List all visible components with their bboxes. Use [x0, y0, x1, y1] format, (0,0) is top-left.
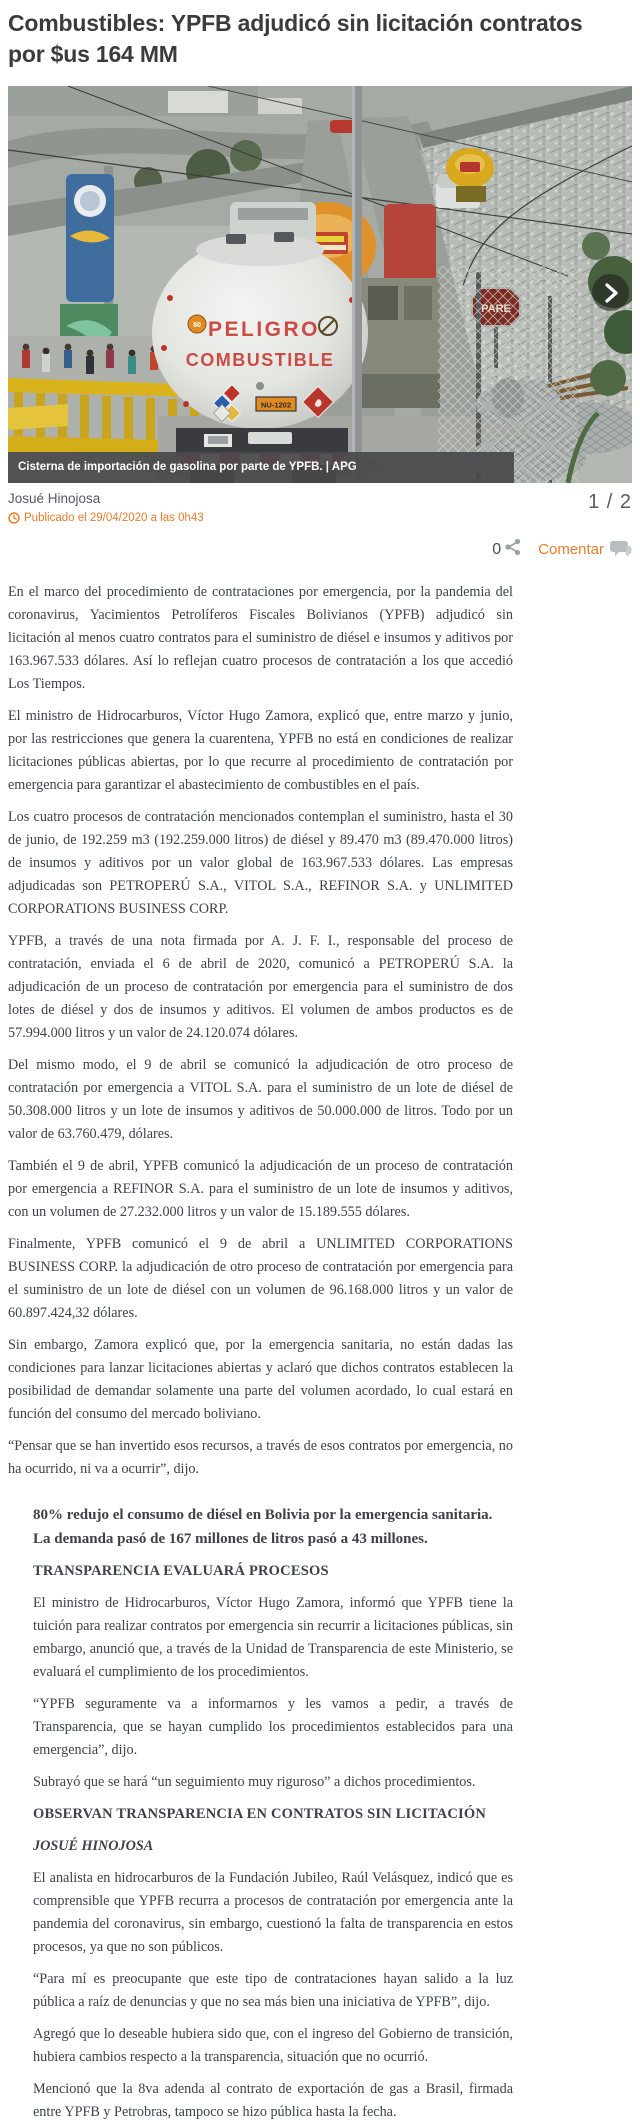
- article-paragraph: “Pensar que se han invertido esos recursos, a través de esos contratos por emergencia, no ha ocurrido, ni va a ocurrir”, dijo.: [8, 1438, 513, 1477]
- article-subsection: [33, 1503, 513, 2124]
- chevron-right-icon: [601, 282, 621, 304]
- article-paragraph: Subrayó que se hará “un seguimiento muy riguroso” a dichos procedimientos.: [33, 1774, 476, 1790]
- article-paragraph: En el marco del procedimiento de contrataciones por emergencia, por la pandemia del coronavirus, Yacimientos Petrolíferos Fiscales Bolivianos (YPFB) adjudicó sin licitación al menos cuatro contratos para el suministro de diésel e insumos y aditivos por 163.967.533 dólares. Así lo reflejan cuatro procesos de contratación a los que accedió Los Tiempos.: [8, 584, 513, 692]
- hero-carousel: [8, 86, 632, 483]
- tank-un-plate-text: NU-1202: [260, 400, 292, 410]
- hero-photo: [8, 86, 632, 483]
- carousel-next-button[interactable]: [592, 274, 629, 311]
- page-title: Combustibles: YPFB adjudicó sin licitación contratos por $us 164 MM: [8, 10, 583, 67]
- article-paragraph: Del mismo modo, el 9 de abril se comunicó la adjudicación de otro proceso de contratación por emergencia a VITOL S.A. para el suministro de un lote de diésel de 50.308.000 litros y un lote de insumos y aditivos de 50.000.000 de litros. Todo por un valor de 63.760.479, dólares.: [8, 1057, 513, 1142]
- article-paragraph: “YPFB seguramente va a informarnos y les vamos a pedir, a través de Transparencia, que se hayan cumplido los procedimientos establecidos para una emergencia”, dijo.: [33, 1696, 513, 1758]
- tank-80-placard-text: 80: [193, 322, 201, 329]
- section-heading: TRANSPARENCIA EVALUARÁ PROCESOS: [33, 1563, 329, 1579]
- article-paragraph: YPFB, a través de una nota firmada por A. J. F. I., responsable del proceso de contratación, enviada el 6 de abril de 2020, comunicó a PETROPERÚ S.A. la adjudicación de un proceso de contratación por emergencia para el suministro de dos lotes de diésel y dos de insumos y aditivos. El volumen de ambos productos es de 57.994.000 litros y un valor de 24.120.074 dólares.: [8, 933, 513, 1041]
- slide-indicator: 1 / 2: [588, 491, 632, 513]
- share-nodes-icon: [504, 538, 522, 556]
- actions-row: [8, 538, 632, 561]
- section-heading: OBSERVAN TRANSPARENCIA EN CONTRATOS SIN LICITACIÓN: [33, 1806, 487, 1822]
- article-paragraph: Sin embargo, Zamora explicó que, por la emergencia sanitaria, no están dadas las condiciones para lanzar licitaciones abiertas y aclaró que dichos contratos establecen la posibilidad de demandar solamente una parte del volumen acordado, lo cual estará en función del consumo del mercado boliviano.: [8, 1337, 513, 1422]
- section-author: JOSUÉ HINOJOSA: [33, 1838, 154, 1854]
- tank-danger-text-2: COMBUSTIBLE: [185, 350, 335, 370]
- article-paragraph: Los cuatro procesos de contratación mencionados contemplan el suministro, hasta el 30 de junio, de 192.259 m3 (192.259.000 litros) de diésel y 89.470 m3 (89.470.000 litros) de insumos y aditivos por un valor global de 163.967.533 dólares. Las empresas adjudicadas son PETROPERÚ S.A., VITOL S.A., REFINOR S.A. y UNLIMITED CORPORATIONS BUSINESS CORP.: [8, 809, 513, 917]
- share-count: 0: [492, 540, 502, 558]
- author-name[interactable]: Josué Hinojosa: [8, 491, 101, 506]
- highlight-note: 80% redujo el consumo de diésel en Bolivia por la emergencia sanitaria. La demanda pasó de 167 millones de litros pasó a 43 millones.: [33, 1507, 493, 1547]
- article-paragraph: El ministro de Hidrocarburos, Víctor Hugo Zamora, explicó que, entre marzo y junio, por las restricciones que genera la cuarentena, YPFB no está en condiciones de realizar licitaciones públicas abiertas, por lo que recurre al procedimiento de contratación por emergencia para garantizar el abastecimiento de combustibles en el país.: [8, 708, 513, 793]
- article-paragraph: “Para mí es preocupante que este tipo de contrataciones hayan salido a la luz pública a raíz de denuncias y que no sea más bien una iniciativa de YPFB”, dijo.: [33, 1971, 513, 2010]
- article-paragraph: Mencionó que la 8va adenda al contrato de exportación de gas a Brasil, firmada entre YPFB y Petrobras, tampoco se hizo pública hasta la fecha.: [33, 2081, 513, 2120]
- published-line: [8, 512, 204, 524]
- share-button[interactable]: [504, 538, 522, 561]
- article-body: [8, 581, 513, 2124]
- comment-bubble-icon[interactable]: [610, 540, 632, 559]
- article-paragraph: Finalmente, YPFB comunicó el 9 de abril a UNLIMITED CORPORATIONS BUSINESS CORP. la adjudicación de otro proceso de contratación por emergencia para el suministro de un lote de diésel con un volumen de 96.168.000 litros y un valor de 60.897.424,32 dólares.: [8, 1236, 513, 1321]
- byline-row: [8, 491, 632, 524]
- comment-button[interactable]: Comentar: [538, 541, 604, 558]
- tank-danger-text-1: PELIGRO: [207, 318, 321, 341]
- article-paragraph: El analista en hidrocarburos de la Fundación Jubileo, Raúl Velásquez, indicó que es comprensible que YPFB recurra a procesos de contratación por emergencia ante la pandemia del coronavirus, sin embargo, cuestionó la falta de transparencia en estos procesos, ya que no son públicos.: [33, 1870, 513, 1955]
- photo-caption: Cisterna de importación de gasolina por parte de YPFB. | APG: [8, 452, 514, 483]
- clock-icon: [8, 512, 20, 524]
- article-page: [0, 8, 640, 2120]
- article-paragraph: Agregó que lo deseable hubiera sido que, con el ingreso del Gobierno de transición, hubiera cambios respecto a la transparencia, situación que no ocurrió.: [33, 2026, 513, 2065]
- article-paragraph: El ministro de Hidrocarburos, Víctor Hugo Zamora, informó que YPFB tiene la tuición para realizar contratos por emergencia sin recurrir a licitaciones públicas, sin embargo, anunció que, a través de la Unidad de Transparencia de este Ministerio, se evaluará el cumplimiento de los procedimientos.: [33, 1595, 513, 1680]
- byline-block: [8, 491, 204, 524]
- published-text: Publicado el 29/04/2020 a las 0h43: [24, 512, 204, 524]
- article-paragraph: También el 9 de abril, YPFB comunicó la adjudicación de un proceso de contratación por emergencia a REFINOR S.A. para el suministro de un lote de insumos y aditivos, con un volumen de 27.232.000 litros y un valor de 15.189.555 dólares.: [8, 1158, 513, 1220]
